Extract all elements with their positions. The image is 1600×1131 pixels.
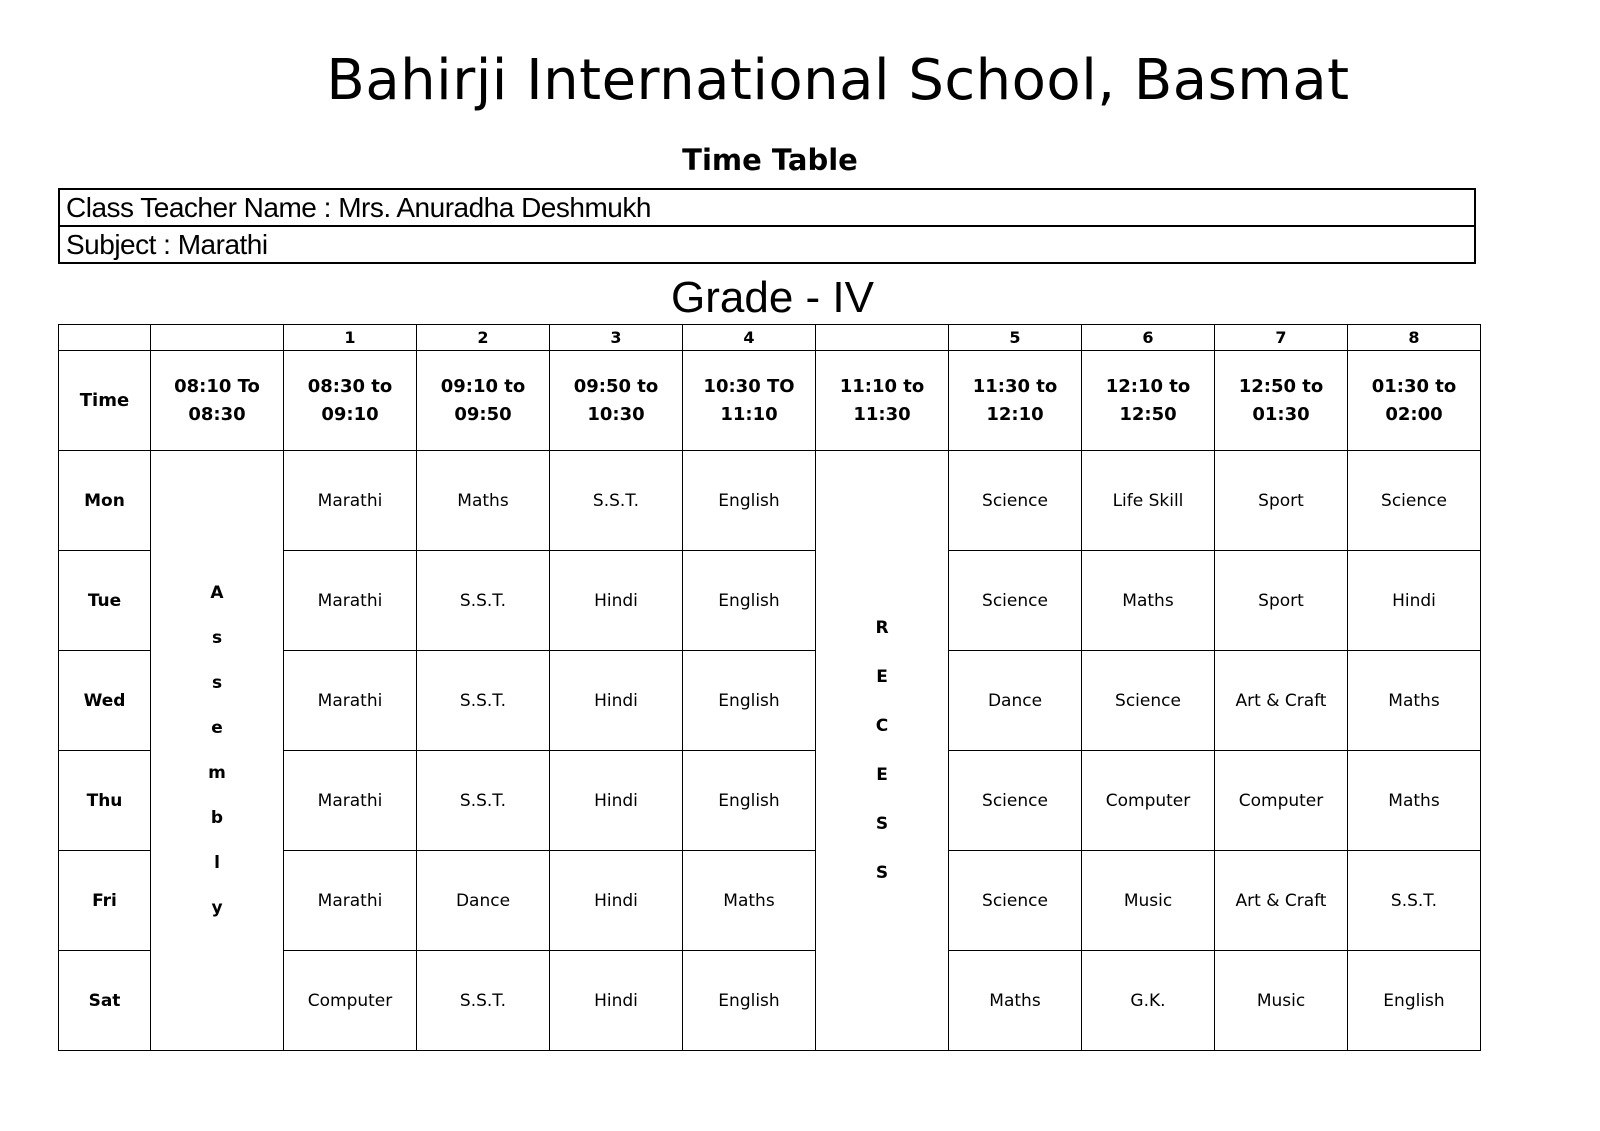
subject-cell: English (683, 951, 816, 1051)
day-row (59, 451, 1481, 551)
recess-block-letter: E (876, 764, 888, 785)
period-number-row (59, 325, 1481, 351)
subject-cell: Science (949, 851, 1082, 951)
time-start: 11:30 to (972, 375, 1058, 397)
time-start: 12:50 to (1238, 375, 1324, 397)
recess-block-letter: E (876, 666, 888, 687)
subject-cell: English (683, 551, 816, 651)
subject-cell: S.S.T. (417, 951, 550, 1051)
subject-cell: English (683, 451, 816, 551)
assembly-block-letter: A (210, 582, 224, 603)
time-start: 12:10 to (1105, 375, 1191, 397)
assembly-block-letter: e (211, 717, 223, 738)
time-end: 12:50 (1119, 403, 1177, 425)
assembly-block-letter: s (211, 672, 223, 693)
assembly-block-letter: l (214, 852, 220, 873)
subject-cell: Life Skill (1082, 451, 1215, 551)
subject-cell: S.S.T. (417, 551, 550, 651)
time-start: 11:10 to (839, 375, 925, 397)
subject-cell: Hindi (550, 551, 683, 651)
period-number: 5 (949, 325, 1082, 351)
assembly-block-letter: b (210, 807, 224, 828)
subject-cell: Computer (1215, 751, 1348, 851)
blank-cell (151, 325, 284, 351)
blank-cell (59, 325, 151, 351)
time-end: 11:10 (720, 403, 778, 425)
day-label: Wed (59, 651, 151, 751)
info-table (58, 188, 1476, 264)
subject-cell: Maths (949, 951, 1082, 1051)
assembly-time (151, 351, 284, 451)
subject-cell: G.K. (1082, 951, 1215, 1051)
subject-cell: English (683, 651, 816, 751)
period-time (683, 351, 816, 451)
day-label: Sat (59, 951, 151, 1051)
subject-cell: Marathi (284, 451, 417, 551)
subject-cell: Maths (1348, 751, 1481, 851)
subject-cell: S.S.T. (417, 751, 550, 851)
subject-cell: English (1348, 951, 1481, 1051)
subject-cell: Science (949, 551, 1082, 651)
subject-cell: Hindi (550, 751, 683, 851)
subject-cell: Marathi (284, 851, 417, 951)
subject-cell: Art & Craft (1215, 651, 1348, 751)
subject-cell: Music (1215, 951, 1348, 1051)
recess-block (816, 451, 949, 1051)
subject-cell: S.S.T. (550, 451, 683, 551)
time-start: 09:50 to (573, 375, 659, 397)
time-end: 02:00 (1385, 403, 1443, 425)
document-title: Time Table (682, 143, 858, 177)
subject-cell: Dance (417, 851, 550, 951)
subject-cell: Science (949, 751, 1082, 851)
subject-cell: Science (1348, 451, 1481, 551)
subject-cell: Maths (1348, 651, 1481, 751)
subject-cell: Marathi (284, 651, 417, 751)
recess-block-letter: S (875, 862, 889, 883)
time-end: 09:50 (454, 403, 512, 425)
recess-block-letter: S (875, 813, 889, 834)
recess-block-letter: C (875, 715, 889, 736)
day-label: Fri (59, 851, 151, 951)
day-label: Thu (59, 751, 151, 851)
subject-cell: Maths (683, 851, 816, 951)
time-start: 09:10 to (440, 375, 526, 397)
subject-line: Subject : Marathi (59, 226, 1475, 263)
period-number: 7 (1215, 325, 1348, 351)
subject-cell: Hindi (550, 951, 683, 1051)
period-time (949, 351, 1082, 451)
timetable (58, 324, 1481, 1051)
subject-cell: Hindi (550, 651, 683, 751)
period-time (284, 351, 417, 451)
school-name: Bahirji International School, Basmat (326, 48, 1350, 113)
subject-cell: Science (1082, 651, 1215, 751)
grade-heading: Grade - IV (671, 273, 874, 322)
subject-cell: Sport (1215, 451, 1348, 551)
period-number: 3 (550, 325, 683, 351)
subject-cell: Marathi (284, 751, 417, 851)
class-teacher-name: Class Teacher Name : Mrs. Anuradha Deshmukh (59, 189, 1475, 226)
period-time (1348, 351, 1481, 451)
period-time (550, 351, 683, 451)
subject-cell: Music (1082, 851, 1215, 951)
assembly-block-letter: s (211, 627, 223, 648)
subject-cell: Maths (417, 451, 550, 551)
period-number: 1 (284, 325, 417, 351)
day-label: Tue (59, 551, 151, 651)
time-end: 10:30 (587, 403, 645, 425)
time-end: 12:10 (986, 403, 1044, 425)
assembly-block-letter: y (211, 897, 223, 918)
period-number: 4 (683, 325, 816, 351)
subject-cell: S.S.T. (417, 651, 550, 751)
time-row (59, 351, 1481, 451)
subject-cell: Sport (1215, 551, 1348, 651)
subject-cell: English (683, 751, 816, 851)
time-end: 08:30 (188, 403, 246, 425)
time-end: 01:30 (1252, 403, 1310, 425)
assembly-block (151, 451, 284, 1051)
subject-cell: Hindi (1348, 551, 1481, 651)
period-time (1082, 351, 1215, 451)
time-start: 10:30 TO (703, 375, 795, 397)
period-number: 8 (1348, 325, 1481, 351)
subject-cell: Computer (284, 951, 417, 1051)
blank-cell (816, 325, 949, 351)
time-end: 09:10 (321, 403, 379, 425)
period-number: 2 (417, 325, 550, 351)
time-end: 11:30 (853, 403, 911, 425)
subject-cell: Art & Craft (1215, 851, 1348, 951)
assembly-block-letter: m (208, 762, 226, 783)
time-start: 01:30 to (1371, 375, 1457, 397)
period-number: 6 (1082, 325, 1215, 351)
time-label: Time (59, 351, 151, 451)
period-time (1215, 351, 1348, 451)
time-start: 08:30 to (307, 375, 393, 397)
subject-cell: S.S.T. (1348, 851, 1481, 951)
subject-cell: Science (949, 451, 1082, 551)
period-time (417, 351, 550, 451)
subject-cell: Marathi (284, 551, 417, 651)
recess-block-letter: R (875, 617, 889, 638)
subject-cell: Hindi (550, 851, 683, 951)
subject-cell: Maths (1082, 551, 1215, 651)
day-label: Mon (59, 451, 151, 551)
subject-cell: Dance (949, 651, 1082, 751)
recess-time (816, 351, 949, 451)
time-start: 08:10 To (174, 375, 260, 397)
subject-cell: Computer (1082, 751, 1215, 851)
